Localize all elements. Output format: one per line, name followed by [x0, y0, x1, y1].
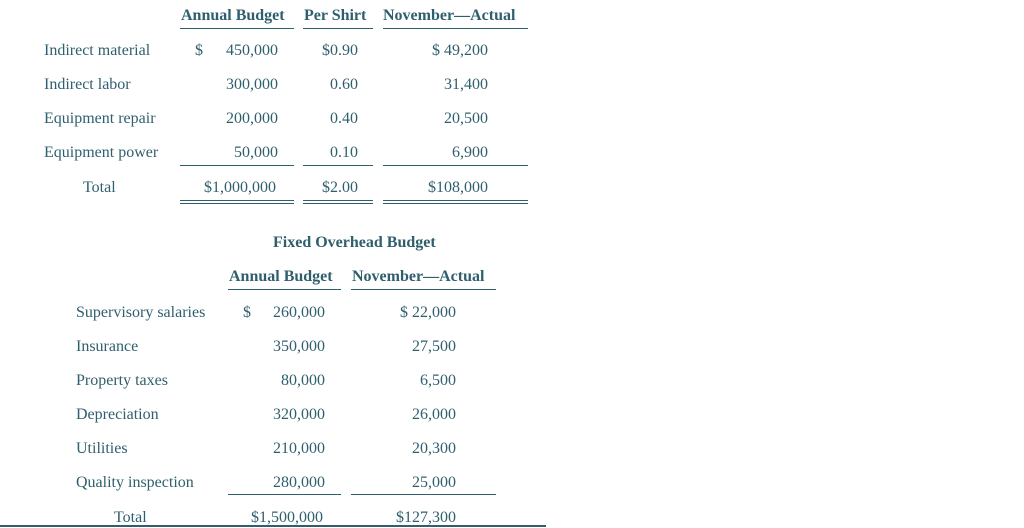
header-underline: [383, 28, 528, 29]
actual-value: $ 49,200: [432, 42, 488, 59]
annual-budget-value: 80,000: [281, 372, 325, 389]
header-annual-budget: Annual Budget: [229, 268, 333, 285]
bottom-edge-rule: [0, 525, 546, 527]
row-label: Equipment repair: [44, 110, 156, 127]
actual-value: 6,500: [420, 372, 456, 389]
row-label: Indirect labor: [44, 76, 131, 93]
actual-value: $ 22,000: [400, 304, 456, 321]
row-label: Indirect material: [44, 42, 151, 59]
actual-value: 26,000: [412, 406, 456, 423]
annual-budget-value: 260,000: [273, 304, 325, 321]
row-label: Equipment power: [44, 144, 159, 161]
fixed-overhead-title: Fixed Overhead Budget: [273, 234, 436, 251]
actual-value: 25,000: [412, 474, 456, 491]
total-actual: $127,300: [396, 509, 456, 526]
header-underline: [351, 289, 496, 290]
header-november-actual: November—Actual: [383, 7, 516, 24]
subtotal-rule: [228, 494, 341, 495]
annual-budget-value: 210,000: [273, 440, 325, 457]
row-label: Utilities: [76, 440, 128, 457]
total-double-rule: [383, 200, 528, 204]
total-double-rule: [303, 200, 373, 204]
header-november-actual: November—Actual: [352, 268, 485, 285]
annual-budget-value: 300,000: [226, 76, 278, 93]
total-actual: $108,000: [428, 179, 488, 196]
annual-budget-value: 350,000: [273, 338, 325, 355]
header-underline: [180, 28, 294, 29]
currency-symbol: $: [243, 304, 251, 321]
subtotal-rule: [303, 165, 373, 166]
actual-value: 20,300: [412, 440, 456, 457]
row-label: Quality inspection: [76, 474, 194, 491]
total-per-shirt: $2.00: [322, 179, 358, 196]
annual-budget-value: 320,000: [273, 406, 325, 423]
row-label: Insurance: [76, 338, 139, 355]
per-shirt-value: 0.40: [330, 110, 358, 127]
subtotal-rule: [351, 494, 496, 495]
header-per-shirt: Per Shirt: [304, 7, 367, 24]
per-shirt-value: 0.10: [330, 144, 358, 161]
subtotal-rule: [383, 165, 528, 166]
currency-symbol: $: [195, 42, 203, 59]
row-label: Depreciation: [76, 406, 159, 423]
total-double-rule: [180, 200, 294, 204]
per-shirt-value: 0.60: [330, 76, 358, 93]
header-annual-budget: Annual Budget: [181, 7, 285, 24]
actual-value: 6,900: [452, 144, 488, 161]
annual-budget-value: 50,000: [234, 144, 278, 161]
per-shirt-value: $0.90: [322, 42, 358, 59]
annual-budget-value: 450,000: [226, 42, 278, 59]
actual-value: 20,500: [444, 110, 488, 127]
row-label: Property taxes: [76, 372, 168, 389]
annual-budget-value: 200,000: [226, 110, 278, 127]
subtotal-rule: [180, 165, 294, 166]
total-annual-budget: $1,500,000: [251, 509, 323, 526]
actual-value: 31,400: [444, 76, 488, 93]
total-label: Total: [114, 509, 147, 526]
total-annual-budget: $1,000,000: [204, 179, 276, 196]
header-underline: [228, 289, 341, 290]
total-label: Total: [83, 179, 116, 196]
header-underline: [303, 28, 373, 29]
row-label: Supervisory salaries: [76, 304, 206, 321]
annual-budget-value: 280,000: [273, 474, 325, 491]
actual-value: 27,500: [412, 338, 456, 355]
